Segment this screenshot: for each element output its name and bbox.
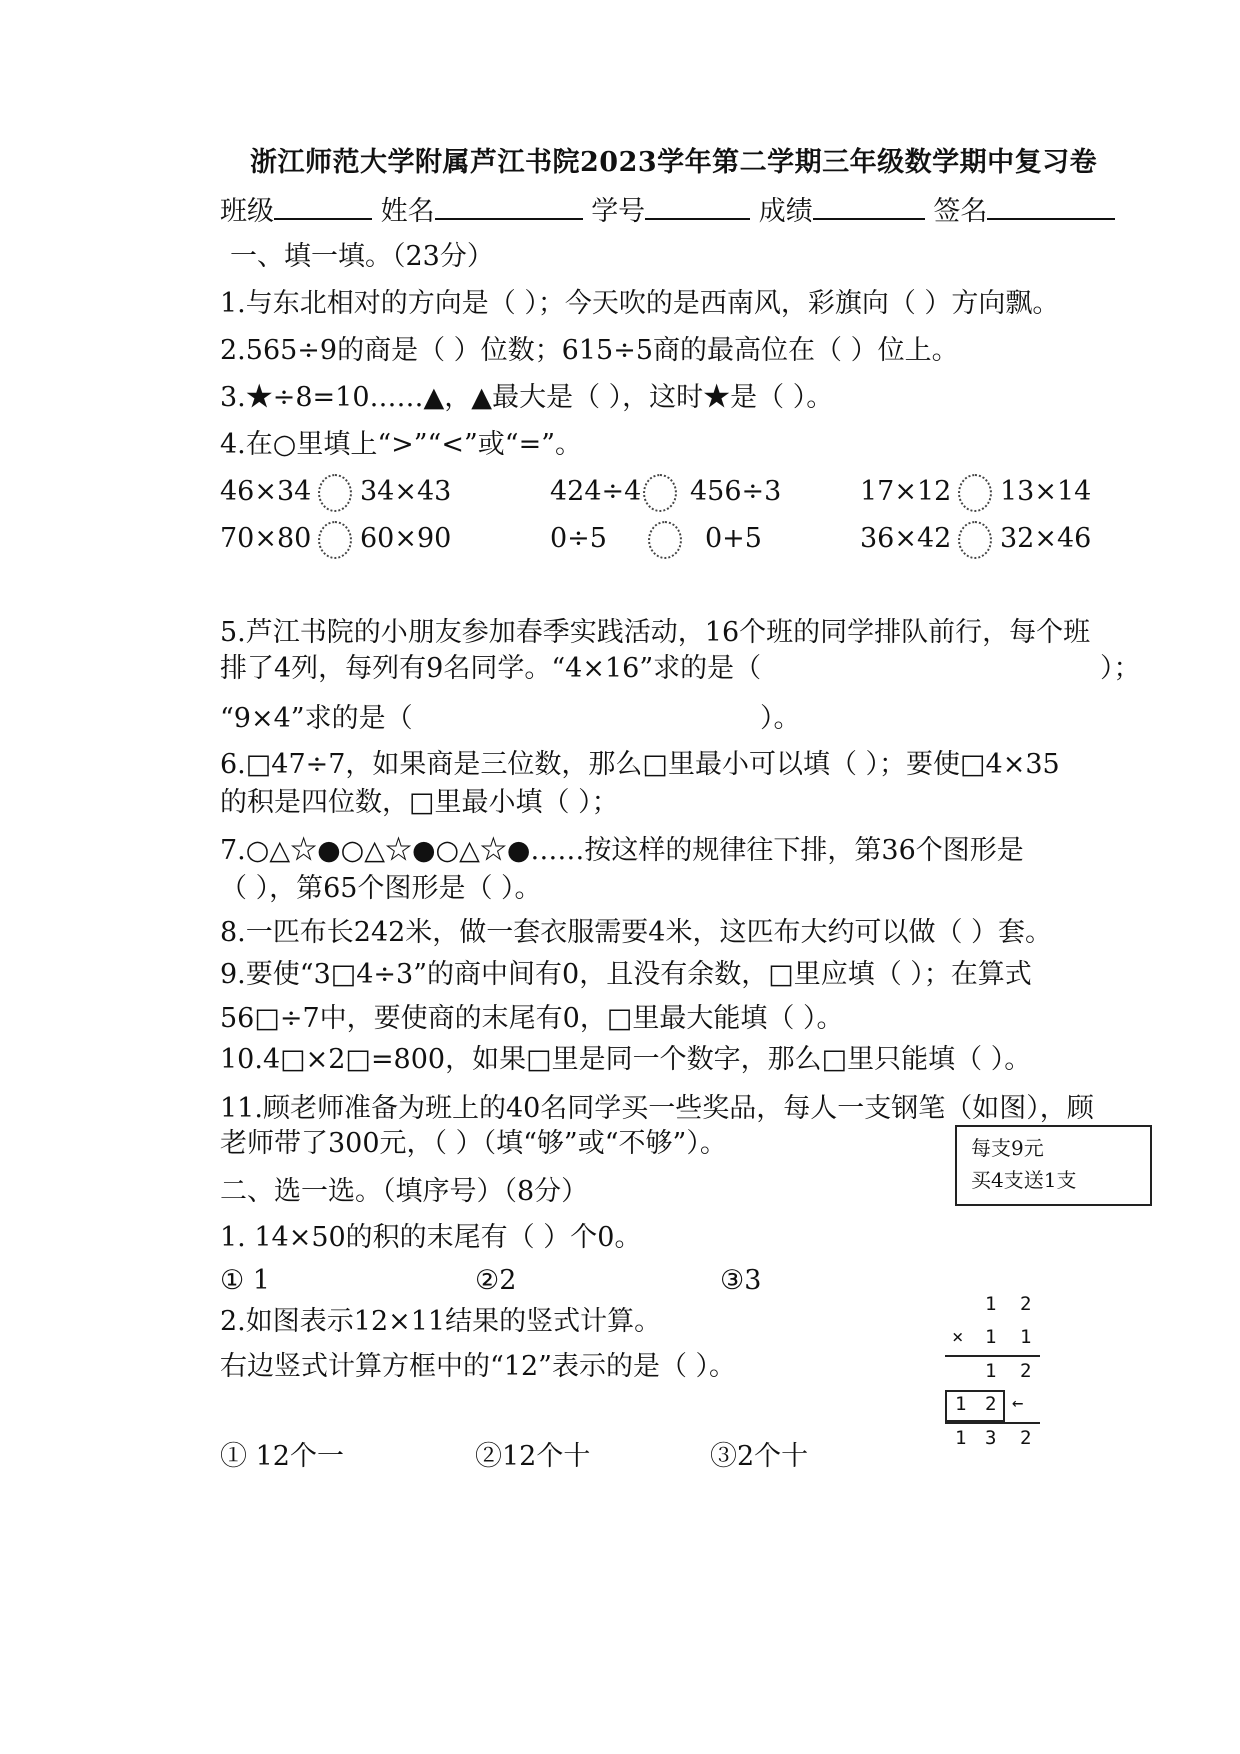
sign-field[interactable] — [987, 192, 1115, 220]
price-box-line2: 买4支送1支 — [971, 1168, 1077, 1192]
question-5-line2: 排了4列，每列有9名同学。“4×16”求的是（ — [220, 653, 762, 684]
section2-question-1: 1. 14×50的积的末尾有（ ）个0。 — [220, 1222, 642, 1253]
q4-item-2-right: 456÷3 — [690, 476, 782, 507]
vc-rule-2 — [945, 1422, 1040, 1424]
q4-item-4-left: 70×80 — [220, 523, 312, 554]
q4-item-1-circle[interactable] — [318, 474, 352, 512]
q4-item-4-right: 60×90 — [360, 523, 452, 554]
question-5-line3: “9×4”求的是（ — [220, 703, 413, 734]
q4-item-3-left: 17×12 — [860, 476, 952, 507]
price-box-line1: 每支9元 — [971, 1136, 1044, 1160]
name-label: 姓名 — [380, 196, 435, 227]
section2-heading: 二、选一选。（填序号）（8分） — [220, 1176, 589, 1207]
question-11-line1: 11.顾老师准备为班上的40名同学买一些奖品，每人一支钢笔（如图），顾 — [220, 1093, 1094, 1124]
q4-item-6-circle[interactable] — [958, 521, 992, 559]
q4-item-6-right: 32×46 — [1000, 523, 1092, 554]
q4-item-5-circle[interactable] — [648, 521, 682, 559]
s2-q1-option-2[interactable]: ②2 — [475, 1265, 517, 1296]
s2-q2-option-1[interactable]: ① 12个一 — [220, 1441, 344, 1472]
q4-item-1-left: 46×34 — [220, 476, 312, 507]
s2-q2-option-2[interactable]: ②12个十 — [475, 1441, 591, 1472]
question-2: 2.565÷9的商是（ ）位数；615÷5商的最高位在（ ）位上。 — [220, 335, 959, 366]
question-1: 1.与东北相对的方向是（ ）；今天吹的是西南风，彩旗向（ ）方向飘。 — [220, 288, 1060, 319]
vc-row2-ones: 1 — [1020, 1326, 1032, 1348]
question-11-line2: 老师带了300元，（ ）（填“够”或“不够”）。 — [220, 1128, 727, 1159]
s2-q1-option-1[interactable]: ① 1 — [220, 1265, 270, 1296]
vc-row2-tens: 1 — [985, 1326, 997, 1348]
score-field[interactable] — [813, 192, 925, 220]
question-7-line1: 7.○△☆●○△☆●○△☆●……按这样的规律往下排，第36个图形是 — [220, 835, 1024, 866]
name-field[interactable] — [435, 192, 583, 220]
section1-heading: 一、填一填。（23分） — [230, 241, 494, 272]
q4-item-3-right: 13×14 — [1000, 476, 1092, 507]
sign-label: 签名 — [933, 196, 988, 227]
page-title: 浙江师范大学附属芦江书院2023学年第二学期三年级数学期中复习卷 — [250, 147, 1098, 178]
question-8: 8.一匹布长242米，做一套衣服需要4米，这匹布大约可以做（ ）套。 — [220, 917, 1053, 948]
q4-item-4-circle[interactable] — [318, 521, 352, 559]
q4-item-5-right: 0+5 — [705, 523, 762, 554]
q4-item-5-left: 0÷5 — [550, 523, 607, 554]
question-10: 10.4□×2□=800，如果□里是同一个数字，那么□里只能填（ ）。 — [220, 1044, 1032, 1075]
class-field[interactable] — [274, 192, 372, 220]
vc-row5-hundreds: 1 — [955, 1427, 967, 1449]
class-label: 班级 — [220, 196, 274, 227]
vc-row1-ones: 2 — [1020, 1293, 1032, 1315]
question-3: 3.★÷8=10……▲，▲最大是（ ），这时★是（ ）。 — [220, 382, 834, 413]
vc-row5-tens: 3 — [985, 1427, 997, 1449]
vc-operator: × — [952, 1326, 964, 1348]
vc-row4-hundreds: 1 — [955, 1393, 967, 1415]
question-9-line2: 56□÷7中，要使商的末尾有0，□里最大能填（ ）。 — [220, 1003, 844, 1034]
q4-item-6-left: 36×42 — [860, 523, 952, 554]
vc-rule-1 — [945, 1355, 1040, 1357]
question-5-line2-end: ）； — [1100, 653, 1141, 684]
question-7-line2: （ ），第65个图形是（ ）。 — [220, 873, 542, 904]
s2-q2-option-3[interactable]: ③2个十 — [710, 1441, 809, 1472]
price-box — [955, 1125, 1152, 1206]
score-label: 成绩 — [758, 196, 813, 227]
vc-row3-tens: 1 — [985, 1360, 997, 1382]
question-6-line2: 的积是四位数，□里最小填（ ）； — [220, 787, 619, 818]
q4-item-3-circle[interactable] — [958, 474, 992, 512]
section2-question-2-line1: 2.如图表示12×11结果的竖式计算。 — [220, 1306, 662, 1337]
question-4: 4.在○里填上“>”“<”或“=”。 — [220, 429, 583, 460]
vc-row4-tens: 2 — [985, 1393, 997, 1415]
s2-q1-option-3[interactable]: ③3 — [720, 1265, 762, 1296]
question-9-line1: 9.要使“3□4÷3”的商中间有0，且没有余数，□里应填（ ）；在算式 — [220, 959, 1032, 990]
question-6-line1: 6.□47÷7，如果商是三位数，那么□里最小可以填（ ）；要使□4×35 — [220, 749, 1060, 780]
q4-item-2-circle[interactable] — [643, 474, 677, 512]
vc-arrow-icon: ← — [1012, 1392, 1024, 1414]
q4-item-1-right: 34×43 — [360, 476, 452, 507]
question-5-line1: 5.芦江书院的小朋友参加春季实践活动，16个班的同学排队前行，每个班 — [220, 617, 1091, 648]
id-label: 学号 — [591, 196, 646, 227]
vc-row5-ones: 2 — [1020, 1427, 1032, 1449]
q4-item-2-left: 424÷4 — [550, 476, 642, 507]
info-line — [220, 192, 1115, 229]
vc-row1-tens: 1 — [985, 1293, 997, 1315]
section2-question-2-line2: 右边竖式计算方框中的“12”表示的是（ ）。 — [220, 1351, 737, 1382]
vc-row3-ones: 2 — [1020, 1360, 1032, 1382]
id-field[interactable] — [645, 192, 750, 220]
question-5-line3-end: ）。 — [760, 703, 801, 734]
